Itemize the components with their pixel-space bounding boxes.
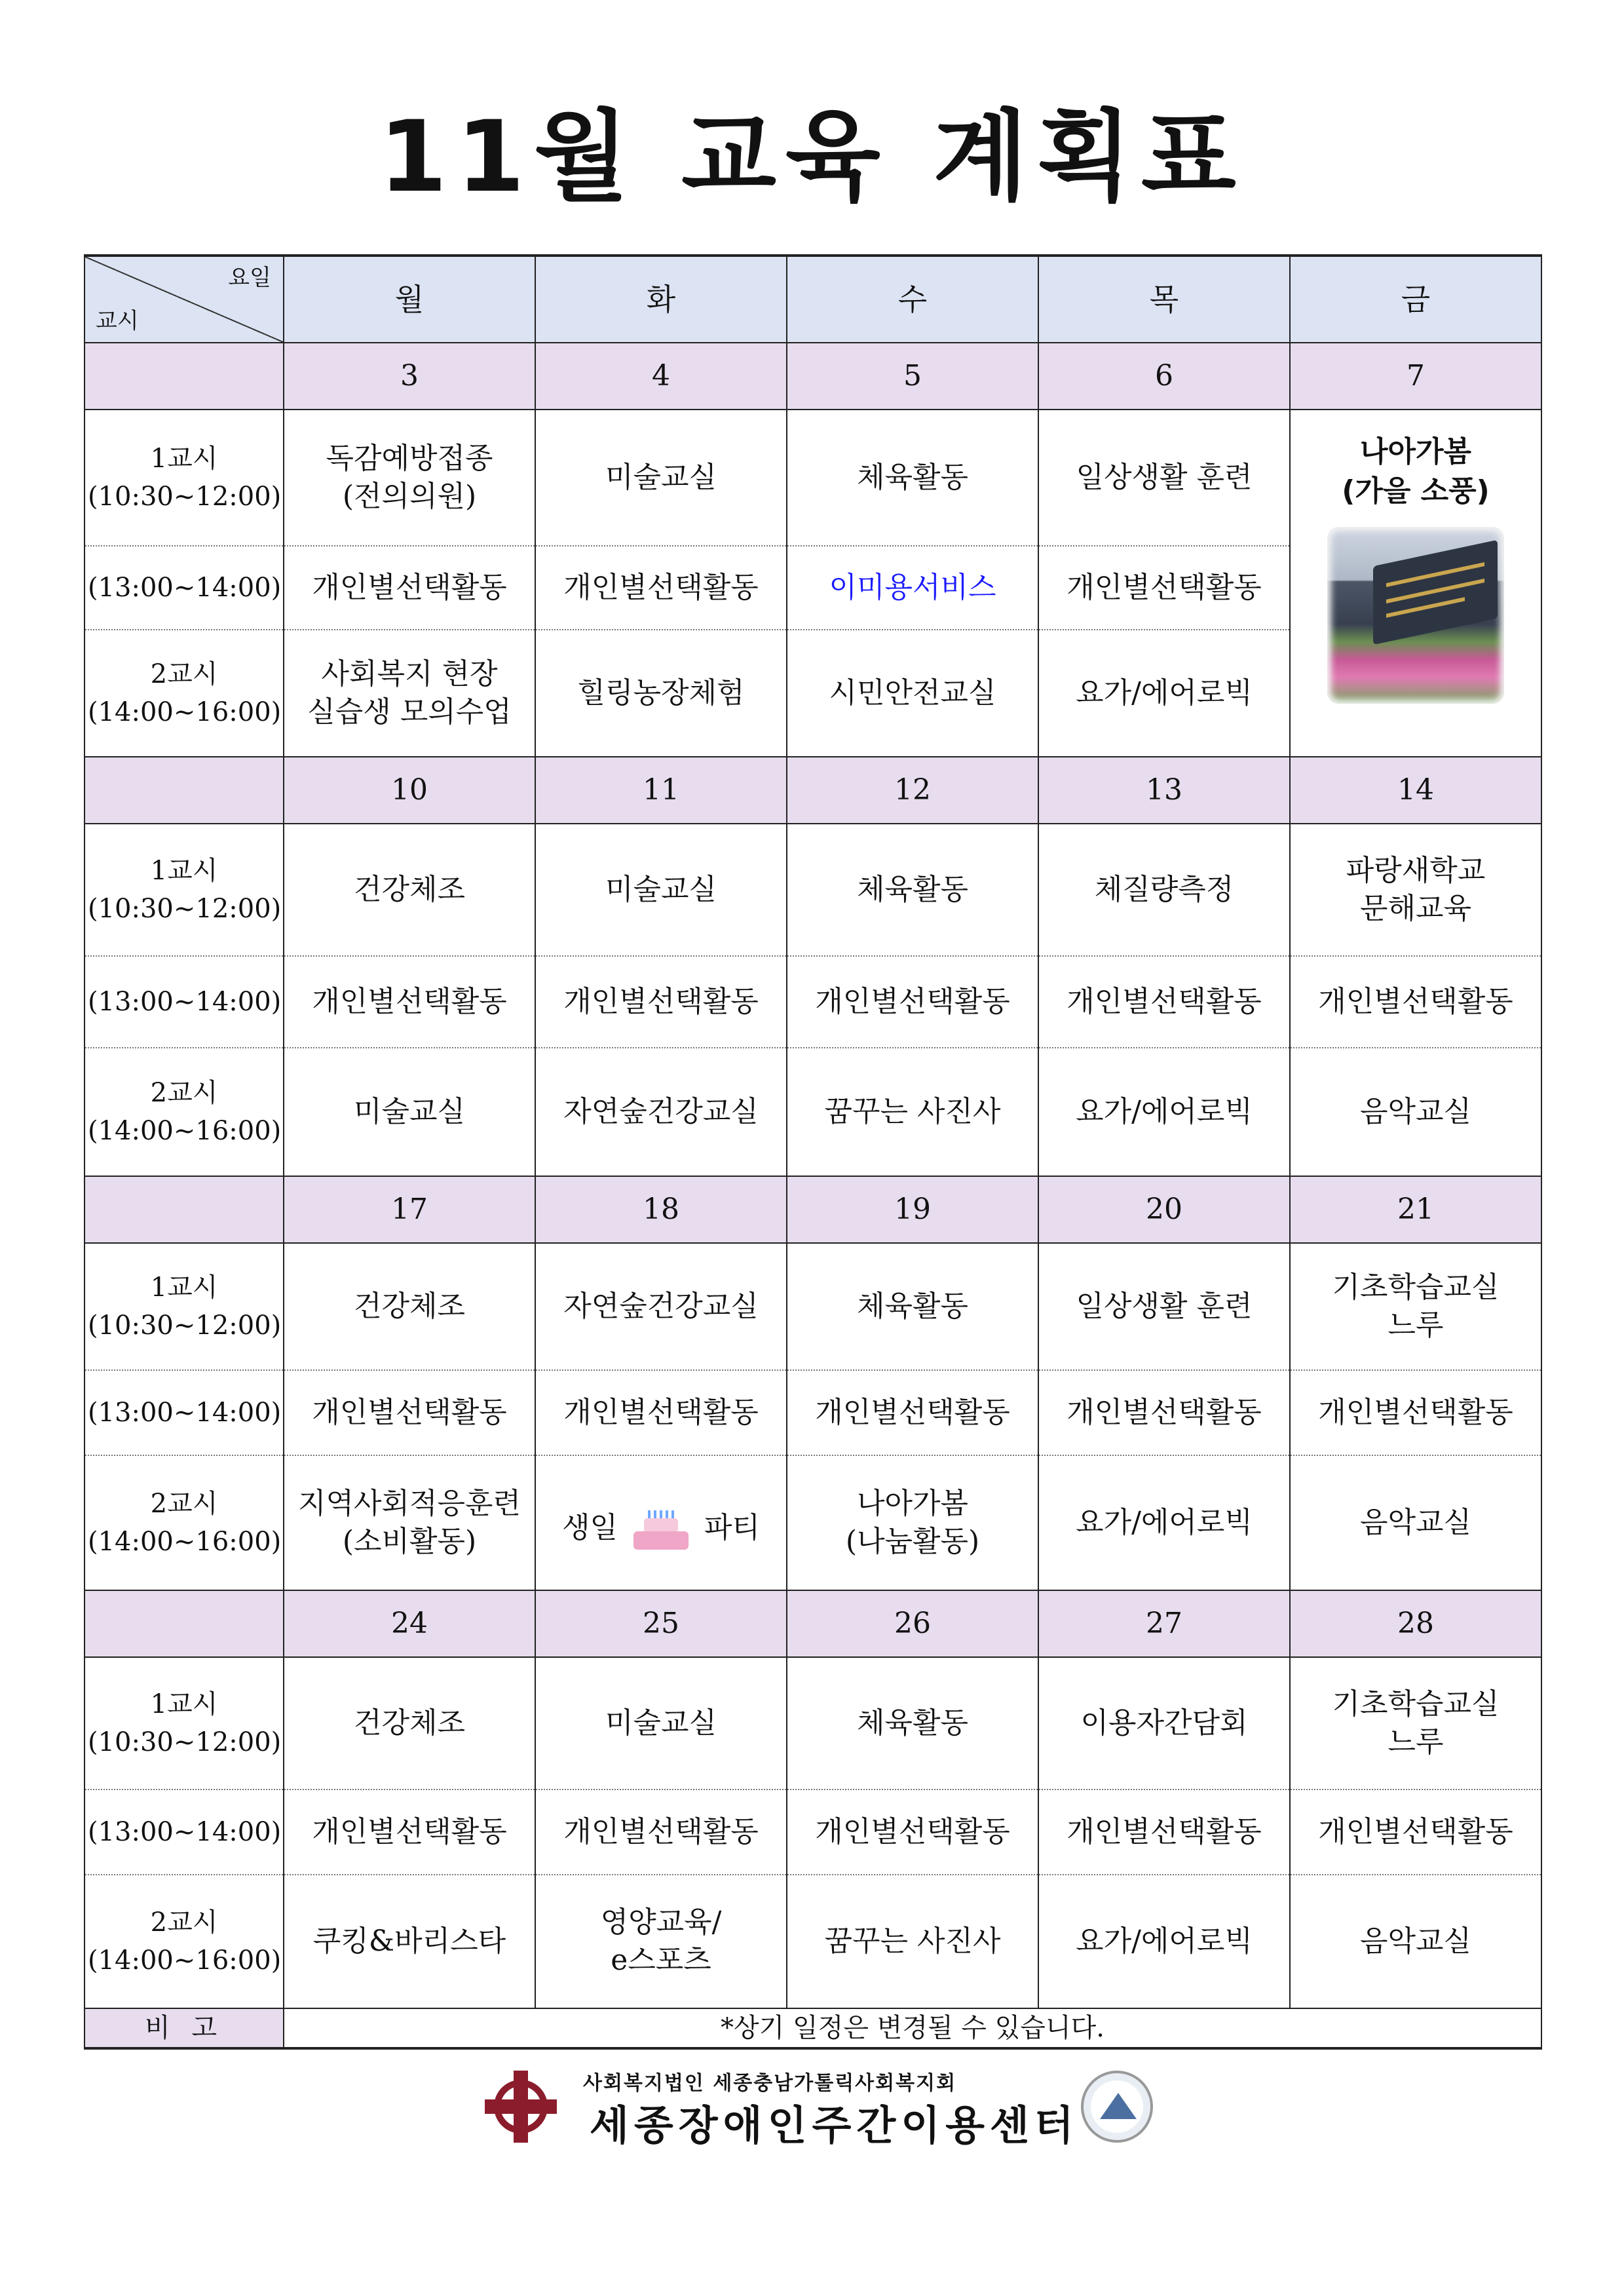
corner-period-label: 교시 xyxy=(96,308,139,334)
date-cell: 18 xyxy=(535,1176,787,1243)
period-label: (13:00~14:00) xyxy=(85,1789,284,1875)
date-cell: 25 xyxy=(535,1590,787,1657)
caritas-cross-logo-icon xyxy=(485,2071,557,2143)
activity-cell: 파랑새학교 문해교육 xyxy=(1290,824,1541,956)
activity-cell: 자연숲건강교실 xyxy=(535,1243,787,1370)
activity-cell: 힐링농장체험 xyxy=(535,630,787,757)
activity-cell: 요가/에어로빅 xyxy=(1038,1455,1290,1590)
activity-cell: 개인별선택활동 xyxy=(1038,546,1290,630)
period-label: 1교시 (10:30~12:00) xyxy=(85,410,284,546)
remarks-text: *상기 일정은 변경될 수 있습니다. xyxy=(284,2008,1541,2048)
day-header: 금 xyxy=(1290,256,1541,343)
activity-cell: 요가/에어로빅 xyxy=(1038,630,1290,757)
date-cell: 7 xyxy=(1290,343,1541,410)
date-row-label xyxy=(85,1590,284,1657)
activity-cell: 개인별선택활동 xyxy=(1038,1370,1290,1455)
activity-cell: 개인별선택활동 xyxy=(284,1370,535,1455)
period-label: 2교시 (14:00~16:00) xyxy=(85,1455,284,1590)
activity-cell: 영양교육/ e스포츠 xyxy=(535,1875,787,2008)
period-label: (13:00~14:00) xyxy=(85,956,284,1048)
corner-weekday-label: 요일 xyxy=(228,265,271,291)
activity-cell: 개인별선택활동 xyxy=(787,1370,1038,1455)
day-header: 목 xyxy=(1038,256,1290,343)
date-cell: 28 xyxy=(1290,1590,1541,1657)
activity-cell: 기초학습교실 느루 xyxy=(1290,1243,1541,1370)
date-row-label xyxy=(85,1176,284,1243)
date-cell: 10 xyxy=(284,757,535,824)
schedule-table xyxy=(84,254,1542,2050)
activity-cell: 꿈꾸는 사진사 xyxy=(787,1048,1038,1176)
outing-title: 나아가봄 (가을 소풍) xyxy=(1342,435,1490,508)
day-header: 수 xyxy=(787,256,1038,343)
date-row xyxy=(85,343,1541,410)
period-label: 1교시 (10:30~12:00) xyxy=(85,1657,284,1789)
birthday-party-cell: 생일 파티 xyxy=(535,1455,787,1590)
period-1-row xyxy=(85,824,1541,956)
midday-row xyxy=(85,1370,1541,1455)
date-cell: 11 xyxy=(535,757,787,824)
activity-cell-highlight: 이미용서비스 xyxy=(787,546,1038,630)
activity-cell: 요가/에어로빅 xyxy=(1038,1048,1290,1176)
date-cell: 21 xyxy=(1290,1176,1541,1243)
date-row-label xyxy=(85,343,284,410)
date-cell: 4 xyxy=(535,343,787,410)
activity-cell: 건강체조 xyxy=(284,1243,535,1370)
period-1-row xyxy=(85,410,1541,546)
activity-cell: 체육활동 xyxy=(787,410,1038,546)
activity-cell: 미술교실 xyxy=(535,824,787,956)
period-2-row xyxy=(85,1455,1541,1590)
period-label: 2교시 (14:00~16:00) xyxy=(85,1048,284,1176)
activity-cell: 꿈꾸는 사진사 xyxy=(787,1875,1038,2008)
date-cell: 14 xyxy=(1290,757,1541,824)
date-row xyxy=(85,757,1541,824)
corner-cell xyxy=(85,256,284,343)
date-row xyxy=(85,1590,1541,1657)
period-2-row xyxy=(85,1875,1541,2008)
midday-row xyxy=(85,1789,1541,1875)
activity-cell: 나아가봄 (나눔활동) xyxy=(787,1455,1038,1590)
activity-cell: 자연숲건강교실 xyxy=(535,1048,787,1176)
remarks-label: 비 고 xyxy=(85,2008,284,2048)
period-label: (13:00~14:00) xyxy=(85,546,284,630)
period-label: 1교시 (10:30~12:00) xyxy=(85,1243,284,1370)
day-header: 월 xyxy=(284,256,535,343)
activity-cell: 개인별선택활동 xyxy=(284,546,535,630)
period-label: (13:00~14:00) xyxy=(85,1370,284,1455)
period-1-row xyxy=(85,1657,1541,1789)
date-row xyxy=(85,1176,1541,1243)
day-header-row xyxy=(85,256,1541,343)
activity-cell: 미술교실 xyxy=(284,1048,535,1176)
day-header: 화 xyxy=(535,256,787,343)
activity-cell: 개인별선택활동 xyxy=(284,956,535,1048)
activity-cell: 지역사회적응훈련 (소비활동) xyxy=(284,1455,535,1590)
date-cell: 5 xyxy=(787,343,1038,410)
activity-cell: 미술교실 xyxy=(535,410,787,546)
period-label: 1교시 (10:30~12:00) xyxy=(85,824,284,956)
activity-cell: 개인별선택활동 xyxy=(1290,956,1541,1048)
activity-cell: 개인별선택활동 xyxy=(1038,1789,1290,1875)
date-cell: 27 xyxy=(1038,1590,1290,1657)
date-cell: 20 xyxy=(1038,1176,1290,1243)
activity-cell: 일상생활 훈련 xyxy=(1038,410,1290,546)
activity-cell: 개인별선택활동 xyxy=(787,1789,1038,1875)
activity-cell: 개인별선택활동 xyxy=(787,956,1038,1048)
activity-cell: 체육활동 xyxy=(787,1657,1038,1789)
activity-cell: 개인별선택활동 xyxy=(1290,1370,1541,1455)
date-cell: 6 xyxy=(1038,343,1290,410)
activity-cell: 개인별선택활동 xyxy=(1290,1789,1541,1875)
date-row-label xyxy=(85,757,284,824)
activity-cell: 독감예방접종 (전의의원) xyxy=(284,410,535,546)
date-cell: 12 xyxy=(787,757,1038,824)
activity-cell: 체육활동 xyxy=(787,824,1038,956)
activity-cell: 요가/에어로빅 xyxy=(1038,1875,1290,2008)
activity-cell: 개인별선택활동 xyxy=(1038,956,1290,1048)
center-name: 세종장애인주간이용센터 xyxy=(590,2101,1079,2149)
activity-cell: 기초학습교실 느루 xyxy=(1290,1657,1541,1789)
period-1-row xyxy=(85,1243,1541,1370)
activity-cell: 체질량측정 xyxy=(1038,824,1290,956)
center-emblem-icon xyxy=(1081,2071,1153,2143)
date-cell: 17 xyxy=(284,1176,535,1243)
activity-cell: 개인별선택활동 xyxy=(535,546,787,630)
activity-cell: 음악교실 xyxy=(1290,1048,1541,1176)
date-cell: 13 xyxy=(1038,757,1290,824)
period-label: 2교시 (14:00~16:00) xyxy=(85,630,284,757)
activity-cell: 개인별선택활동 xyxy=(535,1370,787,1455)
date-cell: 19 xyxy=(787,1176,1038,1243)
activity-cell: 음악교실 xyxy=(1290,1455,1541,1590)
midday-row xyxy=(85,956,1541,1048)
activity-cell: 사회복지 현장 실습생 모의수업 xyxy=(284,630,535,757)
page-title: 11월 교육 계획표 xyxy=(379,100,1245,214)
date-cell: 26 xyxy=(787,1590,1038,1657)
activity-cell: 일상생활 훈련 xyxy=(1038,1243,1290,1370)
activity-cell: 개인별선택활동 xyxy=(535,956,787,1048)
activity-cell: 개인별선택활동 xyxy=(535,1789,787,1875)
activity-cell: 시민안전교실 xyxy=(787,630,1038,757)
activity-cell: 이용자간담회 xyxy=(1038,1657,1290,1789)
autumn-picnic-photo xyxy=(1327,527,1504,704)
date-cell: 24 xyxy=(284,1590,535,1657)
activity-cell: 개인별선택활동 xyxy=(284,1789,535,1875)
date-cell: 3 xyxy=(284,343,535,410)
birthday-cake-icon xyxy=(630,1510,692,1550)
activity-cell: 미술교실 xyxy=(535,1657,787,1789)
activity-cell: 쿠킹&바리스타 xyxy=(284,1875,535,2008)
activity-cell: 건강체조 xyxy=(284,1657,535,1789)
friday-outing-cell xyxy=(1290,410,1541,757)
remarks-row xyxy=(85,2008,1541,2048)
organization-name: 사회복지법인 세종충남가톨릭사회복지회 xyxy=(583,2072,957,2095)
activity-cell: 체육활동 xyxy=(787,1243,1038,1370)
activity-cell: 음악교실 xyxy=(1290,1875,1541,2008)
period-label: 2교시 (14:00~16:00) xyxy=(85,1875,284,2008)
period-2-row xyxy=(85,1048,1541,1176)
activity-cell: 건강체조 xyxy=(284,824,535,956)
footer xyxy=(485,2064,1153,2149)
